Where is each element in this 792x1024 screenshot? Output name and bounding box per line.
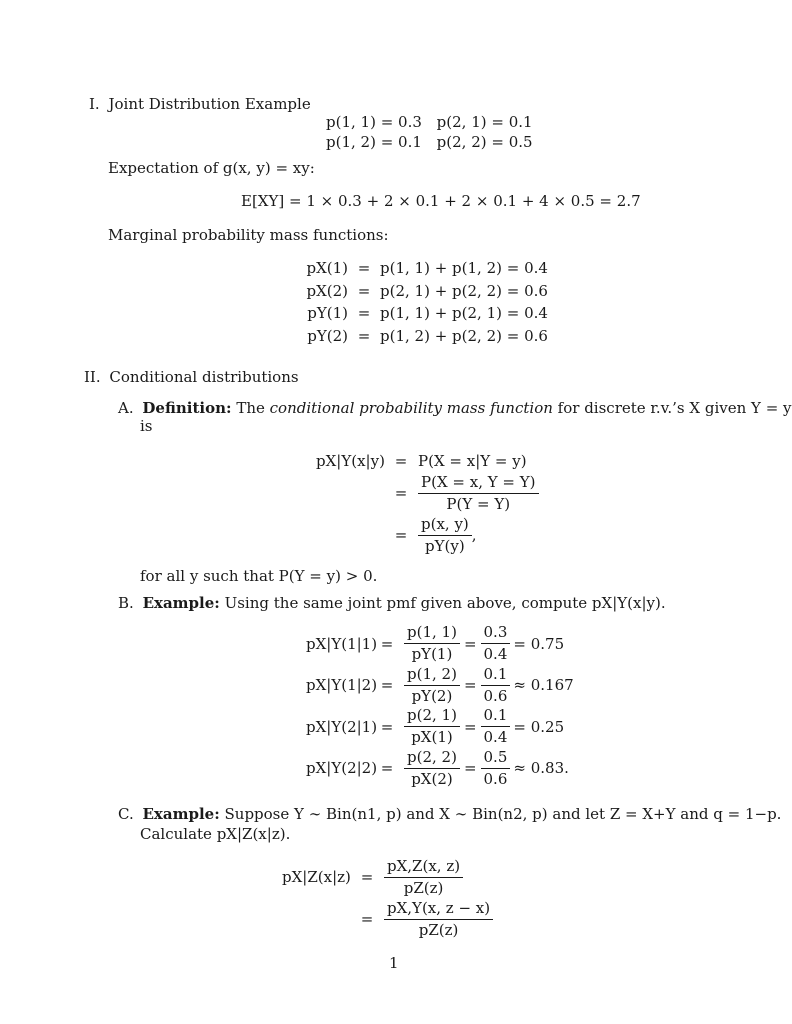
example-b-fraction: [404, 623, 460, 664]
section-2-numeral: II.: [84, 368, 101, 386]
fraction-numerator: 0.1: [481, 665, 511, 686]
joint-pmf-table: [326, 113, 533, 153]
expectation-intro: Expectation of g(x, y) = xy:: [108, 159, 315, 177]
example-b-fraction: [404, 706, 460, 747]
fraction-denominator: pX(2): [411, 769, 453, 788]
fraction-denominator: 0.6: [483, 686, 508, 705]
joint-pmf-cell: p(2, 1) = 0.1: [436, 113, 533, 131]
fraction-denominator: pY(2): [411, 686, 453, 705]
definition-footer: for all y such that P(Y = y) > 0.: [140, 567, 378, 585]
conditional-def-row-2: = $\frac{P(X = x, Y = Y)}{P(Y = Y)}$: [316, 472, 539, 514]
fraction-denominator: pY(1): [411, 645, 453, 664]
example-c-row-2: = $\frac{pX,Y(x, z - x)}{pZ(z)}$: [282, 898, 493, 940]
example-label: Example:: [142, 805, 220, 823]
marginal-lhs: pY(1): [307, 304, 348, 322]
example-b-lhs: pX|Y(1|1): [306, 634, 378, 653]
marginal-row: pY(1) = p(1, 1) + p(2, 1) = 0.4: [300, 304, 548, 327]
fraction-numerator: p(2, 2): [404, 748, 460, 769]
section-1-heading: [89, 95, 311, 113]
example-label: Example:: [142, 594, 220, 612]
fraction-numerator: 0.1: [481, 706, 511, 727]
marginal-lhs: pX(1): [306, 259, 348, 277]
section-2-title: Conditional distributions: [109, 368, 299, 386]
example-b-equations: [306, 623, 574, 789]
fraction-numerator: pX,Y(x, z − x): [384, 899, 493, 920]
definition-text-before: The: [236, 399, 265, 417]
example-c-row-1: pX|Z(x|z) = $\frac{pX,Z(x, z)}{pZ(z)}$: [282, 856, 463, 898]
definition-term: conditional probability mass function: [269, 399, 553, 417]
marginal-rhs: p(1, 1) + p(1, 2) = 0.4: [380, 259, 548, 277]
section-1-title: Joint Distribution Example: [108, 95, 311, 113]
conditional-def-row-3: = $\frac{p(x, y)}{pY(y)}$ ,: [394, 514, 477, 555]
subsection-c-line1: [118, 805, 781, 823]
marginal-row: pX(2) = p(2, 1) + p(2, 2) = 0.6: [300, 282, 548, 305]
example-b-row: pX|Y(2|1) = $\frac{p(2, 1)}{pX(1)}$ = $\frac{0.1}{0.4}$ = 0.25: [306, 706, 565, 747]
fraction-numerator: p(x, y): [418, 515, 472, 536]
marginal-rhs: p(2, 1) + p(2, 2) = 0.6: [380, 281, 548, 300]
fraction-numerator: pX,Z(x, z): [384, 857, 463, 878]
fraction-numerator: P(X = x, Y = Y): [418, 473, 539, 494]
example-c-lhs: pX|Z(x|z): [282, 868, 351, 886]
expectation-equation: E[XY] = 1 × 0.3 + 2 × 0.1 + 2 × 0.1 + 4 × 0.5 = 2.7: [241, 192, 641, 210]
fraction-denominator: pX(1): [411, 728, 453, 747]
fraction-denominator: 0.4: [483, 645, 508, 664]
trailing-comma: ,: [471, 526, 477, 544]
marginal-rhs: p(1, 2) + p(2, 2) = 0.6: [380, 326, 548, 345]
example-c-text: Suppose Y ∼ Bin(n1, p) and X ∼ Bin(n2, p) and let Z = X+Y and q = 1−p.: [224, 805, 782, 823]
joint-pmf-cell: p(1, 1) = 0.3: [326, 113, 422, 131]
example-c-text-cont: Calculate pX|Z(x|z).: [140, 825, 291, 843]
section-2-heading: [84, 368, 299, 386]
example-b-text: Using the same joint pmf given above, compute pX|Y(x|y).: [224, 594, 666, 612]
example-b-result: ≈ 0.83.: [513, 759, 569, 778]
example-b-row: pX|Y(2|2) = $\frac{p(2, 2)}{pX(2)}$ = $\frac{0.5}{0.6}$ ≈ 0.83.: [306, 747, 569, 788]
conditional-def-lhs: pX|Y(x|y): [316, 452, 385, 470]
fraction-denominator: 0.4: [483, 728, 508, 747]
example-b-lhs: pX|Y(1|2): [306, 676, 378, 695]
definition-text-cont: is: [140, 417, 153, 435]
marginal-row: pX(1) = p(1, 1) + p(1, 2) = 0.4: [300, 259, 548, 282]
example-b-lhs: pX|Y(2|2): [306, 759, 378, 778]
example-b-result: ≈ 0.167: [513, 676, 574, 695]
subsection-c-label: C.: [118, 805, 134, 823]
marginal-rhs: p(1, 1) + p(2, 1) = 0.4: [380, 304, 548, 322]
marginal-lhs: pX(2): [306, 281, 348, 300]
marginal-row: pY(2) = p(1, 2) + p(2, 2) = 0.6: [300, 327, 548, 350]
example-b-result: = 0.25: [513, 717, 565, 736]
fraction-numerator: p(2, 1): [404, 706, 460, 727]
subsection-a-line1: [118, 399, 792, 417]
subsection-a-label: A.: [118, 399, 134, 417]
marginal-lhs: pY(2): [307, 326, 348, 345]
example-b-fraction-value: [481, 665, 511, 706]
conditional-def-fraction-2: [418, 473, 539, 514]
example-b-result: = 0.75: [513, 634, 565, 653]
section-1-numeral: I.: [89, 95, 100, 113]
example-c-fraction-2: [384, 899, 493, 940]
fraction-denominator: pZ(z): [418, 920, 459, 939]
example-b-fraction: [404, 665, 460, 706]
fraction-denominator: pZ(z): [403, 878, 444, 897]
joint-pmf-cell: p(1, 2) = 0.1: [326, 133, 422, 151]
definition-text-after: for discrete r.v.’s X given Y = y: [557, 399, 792, 417]
fraction-denominator: pY(y): [425, 536, 465, 555]
example-b-fraction-value: [481, 706, 511, 747]
fraction-denominator: P(Y = Y): [446, 494, 511, 513]
joint-pmf-cell: p(2, 2) = 0.5: [436, 133, 533, 151]
conditional-def-fraction-3: [418, 515, 472, 556]
marginal-intro: Marginal probability mass functions:: [108, 226, 389, 244]
fraction-numerator: 0.5: [481, 748, 511, 769]
example-b-row: pX|Y(1|1) = $\frac{p(1, 1)}{pY(1)}$ = $\frac{0.3}{0.4}$ = 0.75: [306, 623, 565, 664]
conditional-def-rhs-1: P(X = x|Y = y): [418, 452, 527, 470]
fraction-numerator: p(1, 1): [404, 623, 460, 644]
definition-label: Definition:: [142, 399, 232, 417]
fraction-denominator: 0.6: [483, 769, 508, 788]
example-b-fraction-value: [481, 623, 511, 664]
example-b-row: pX|Y(1|2) = $\frac{p(1, 2)}{pY(2)}$ = $\frac{0.1}{0.6}$ ≈ 0.167: [306, 664, 574, 705]
conditional-def-row-1: pX|Y(x|y) = P(X = x|Y = y): [316, 452, 527, 470]
page-number: 1: [389, 954, 399, 972]
subsection-b-line: [118, 594, 666, 612]
subsection-b-label: B.: [118, 594, 134, 612]
marginals-block: [300, 259, 548, 349]
example-b-fraction: [404, 748, 460, 789]
fraction-numerator: 0.3: [481, 623, 511, 644]
fraction-numerator: p(1, 2): [404, 665, 460, 686]
example-b-fraction-value: [481, 748, 511, 789]
example-c-fraction-1: [384, 857, 463, 898]
example-b-lhs: pX|Y(2|1): [306, 717, 378, 736]
